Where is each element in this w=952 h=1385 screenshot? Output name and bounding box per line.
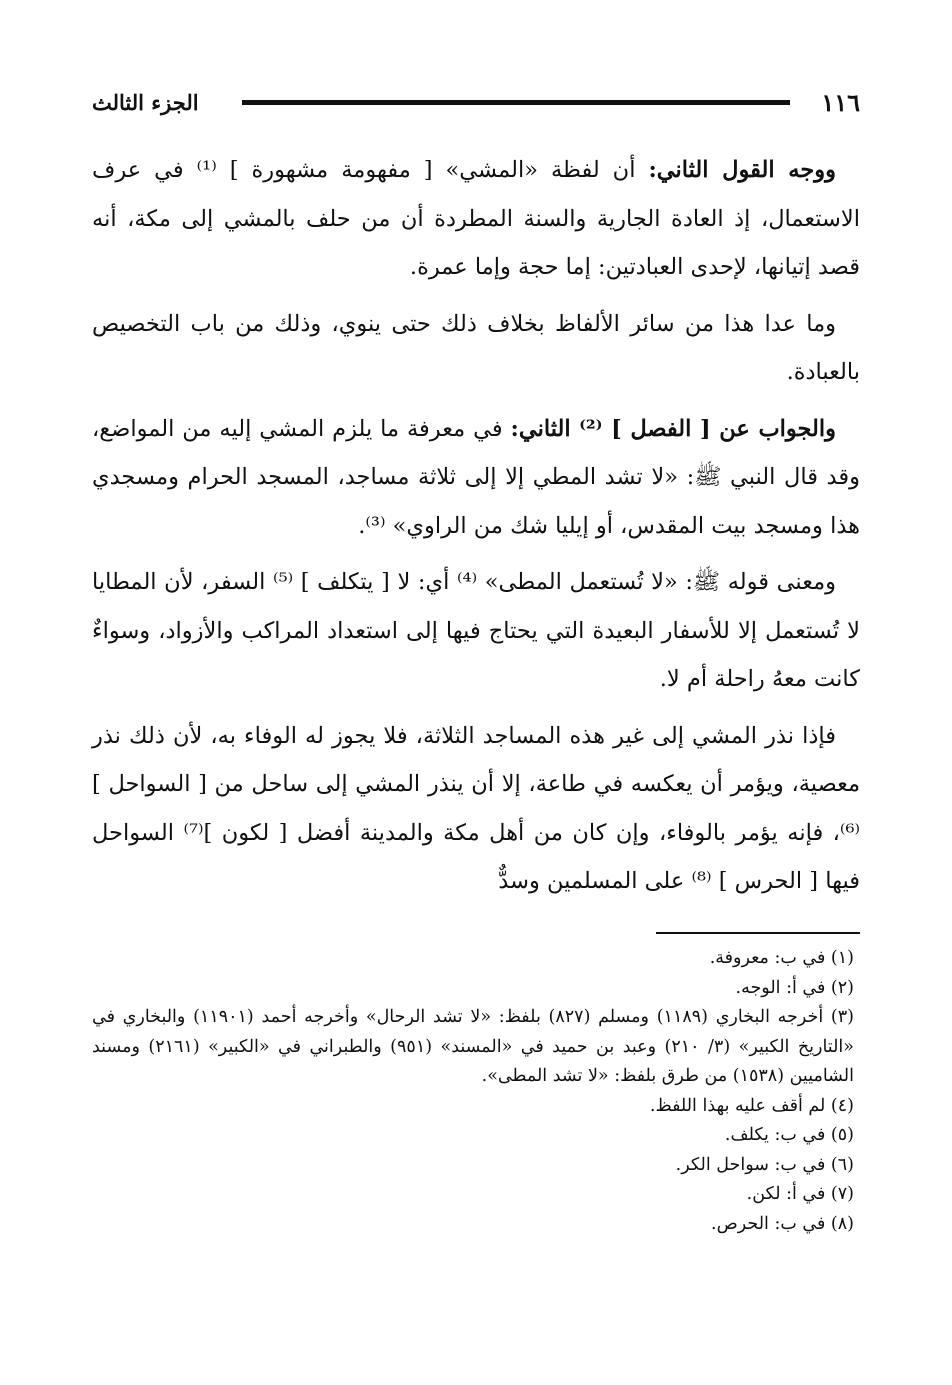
footnote-6: (٦) في ب: سواحل الكر. xyxy=(675,1154,854,1175)
paragraph-text: في معرفة ما يلزم المشي إليه من المواضع، وقد قال النبي ﷺ: «لا تشد المطي إلا إلى ثلاثة مساجد، المسجد الحرام ومسجدي هذا ومسجد بيت المقدس، أو إيليا شك من الراوي» ⁽³⁾. xyxy=(92,415,860,539)
footnote-8: (٨) في ب: الحرص. xyxy=(711,1213,854,1234)
footnote-3: (٣) أخرجه البخاري (١١٨٩) ومسلم (٨٢٧) بلفظ: «لا تشد الرحال» وأخرجه أحمد (١١٩٠١) والبخاري في «التاريخ الكبير» (٣/ ٢١٠) وعبد بن حميد في «المسند» (٩٥١) والطبراني في «الكبير» (٢١٦١) ومسند الشاميين (١٥٣٨) من طرق بلفظ: «لا تشد المطى». xyxy=(92,1007,854,1086)
paragraph-3 xyxy=(92,405,860,551)
paragraph-2 xyxy=(92,300,860,397)
paragraph-text: ومعنى قوله ﷺ: «لا تُستعمل المطى» ⁽⁴⁾ أي: لا [ يتكلف ] ⁽⁵⁾ السفر، لأن المطايا لا تُستعمل إلا للأسفار البعيدة التي يحتاج فيها إلى استعداد المراكب والأزواد، وسواءٌ كانت معهُ راحلة أم لا. xyxy=(92,569,860,692)
paragraph-text: وما عدا هذا من سائر الألفاظ بخلاف ذلك حتى ينوي، وذلك من باب التخصيص بالعبادة. xyxy=(92,310,860,385)
footnote-separator xyxy=(656,932,860,934)
paragraph-text: أن لفظة «المشي» [ مفهومة مشهورة ] ⁽¹⁾ في عرف الاستعمال، إذ العادة الجارية والسنة المطردة أن من حلف بالمشي إلى مكة، أنه قصد إتيانها، لإحدى العبادتين: إما حجة وإما عمرة. xyxy=(92,157,860,280)
main-text xyxy=(92,146,860,914)
paragraph-lead: والجواب عن [ الفصل ] ⁽²⁾ الثاني: xyxy=(510,415,837,442)
header-rule xyxy=(242,100,790,105)
paragraph-text: فإذا نذر المشي إلى غير هذه المساجد الثلاثة، فلا يجوز له الوفاء به، لأن ذلك نذر معصية، ويؤمر أن يعكسه في طاعة، إلا أن ينذر المشي إلى ساحل من [ السواحل ]⁽⁶⁾، فإنه يؤمر بالوفاء، وإن كان من أهل مكة والمدينة أفضل [ لكون ]⁽⁷⁾ السواحل فيها [ الحرس ] ⁽⁸⁾ على المسلمين وسدٌّ xyxy=(92,722,860,894)
footnote-2: (٢) في أ: الوجه. xyxy=(735,977,854,998)
paragraph-5 xyxy=(92,712,860,906)
part-title: الجزء الثالث xyxy=(92,90,199,115)
page-number: ١١٦ xyxy=(821,88,860,117)
running-header xyxy=(92,86,860,126)
paragraph-1 xyxy=(92,146,860,292)
footnotes xyxy=(92,944,860,1239)
footnote-5: (٥) في ب: يكلف. xyxy=(724,1125,854,1145)
paragraph-lead: ووجه القول الثاني: xyxy=(648,157,837,183)
footnote-4: (٤) لم أقف عليه بهذا اللفظ. xyxy=(649,1095,854,1116)
footnote-1: (١) في ب: معروفة. xyxy=(709,948,854,968)
footnote-7: (٧) في أ: لكن. xyxy=(746,1184,854,1204)
paragraph-4 xyxy=(92,558,860,704)
